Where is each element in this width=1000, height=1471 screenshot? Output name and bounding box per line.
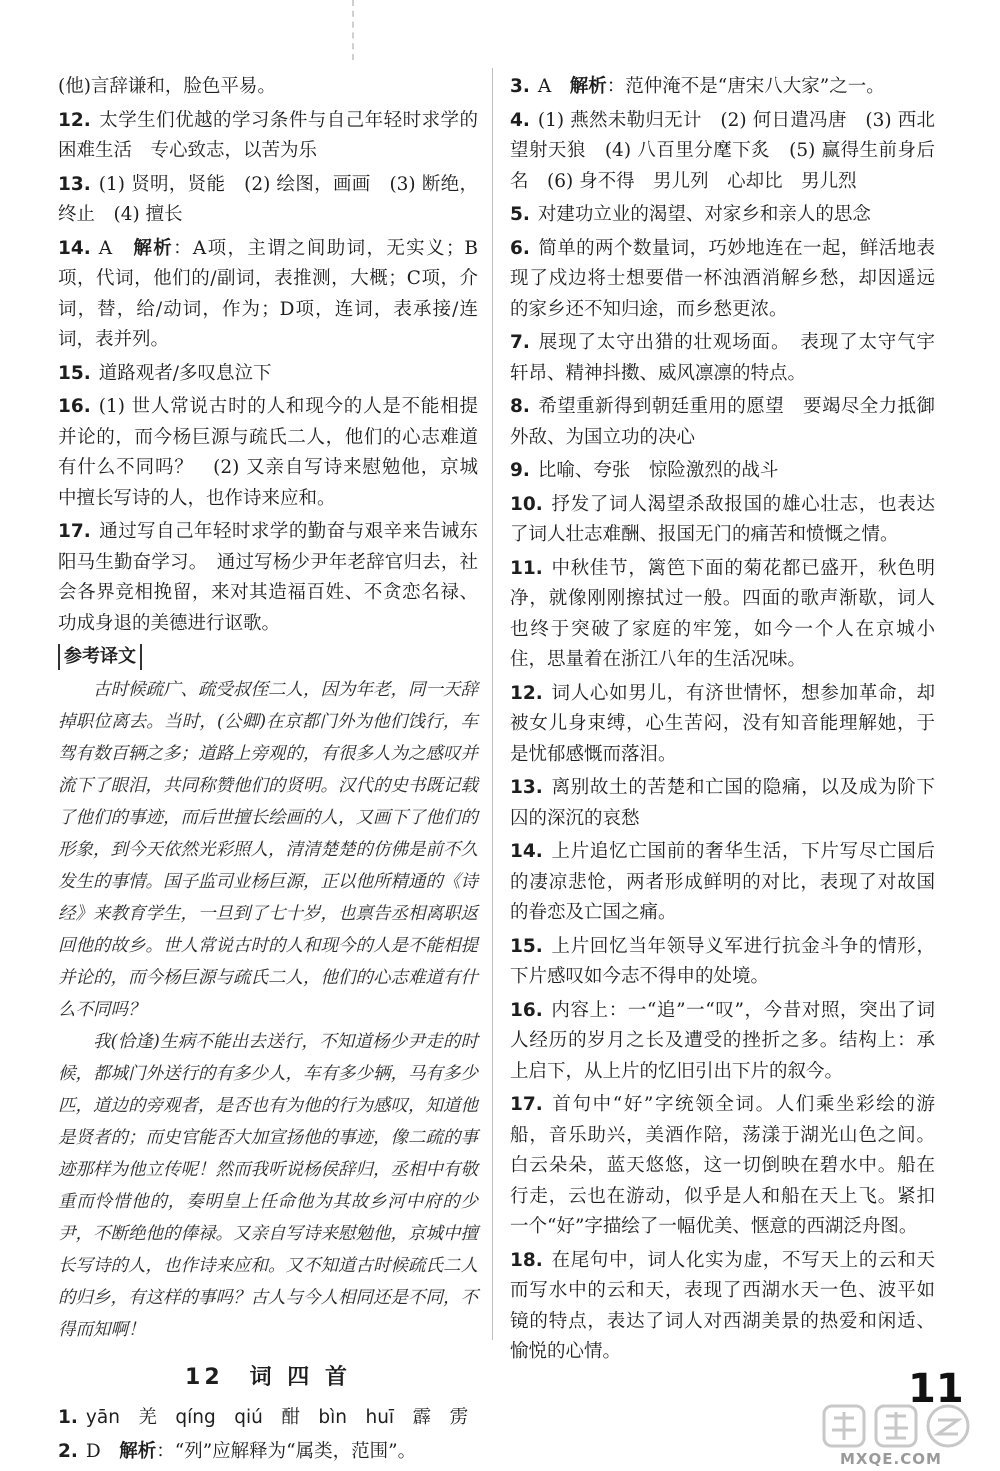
left-column (58, 72, 478, 1470)
watermark-text: MXQE.COM (840, 1450, 942, 1468)
column-divider (492, 68, 493, 1340)
answer-item: 6. 简单的两个数量词，巧妙地连在一起，鲜活地表现了戍边将士想要借一杯浊酒消解乡愁，却因遥远的家乡还不知归途，而乡愁更浓。 (510, 237, 935, 320)
answer-item: 5. 对建功立业的渴望、对家乡和亲人的思念 (510, 204, 871, 225)
page-number: 11 (908, 1366, 964, 1412)
answer-item: 10. 抒发了词人渴望杀敌报国的雄心壮志，也表达了词人壮志难酬、报国无门的痛苦和愤慨之情。 (510, 493, 935, 545)
watermark-logo-icon (820, 1398, 980, 1452)
scan-edge-mark (352, 0, 356, 60)
section-title: 12 词 四 首 (185, 1365, 351, 1390)
answer-item: 12. 太学生们优越的学习条件与自己年轻时求学的困难生活 专心致志，以苦为乐 (58, 109, 478, 161)
right-column (510, 72, 935, 1371)
answer-item: 4. (1) 燕然未勒归无计 (2) 何日遣冯唐 (3) 西北望射天狼 (4) 八百里分麾下炙 (5) 赢得生前身后名 (6) 身不得 男儿列 心却比 男儿烈 (510, 109, 935, 192)
reference-heading: 参考译文 (58, 644, 142, 670)
answer-item: 15. 道路观者/多叹息泣下 (58, 362, 272, 384)
answer-item: 17. 首句中“好”字统领全词。人们乘坐彩绘的游船，音乐助兴，美酒作陪，荡漾于湖光山色之间。白云朵朵，蓝天悠悠，这一切倒映在碧水中。船在行走，云也在游动，似乎是人和船在天上飞。紧扣一个“好”字描绘了一幅优美、惬意的西湖泛舟图。 (510, 1094, 935, 1237)
answer-item: 11. 中秋佳节，篱笆下面的菊花都已盛开，秋色明净，就像刚刚擦拭过一般。四面的歌声渐歇，词人也终于突破了家庭的牢笼，如今一个人在京城小住，思量着在浙江八年的生活况味。 (510, 557, 935, 670)
answer-item: 16. 内容上：一“追”一“叹”，今昔对照，突出了词人经历的岁月之长及遭受的挫折之多。结构上：承上启下，从上片的忆旧引出下片的叙今。 (510, 999, 935, 1082)
answer-item: 18. 在尾句中，词人化实为虚，不写天上的云和天而写水中的云和天，表现了西湖水天一色、波平如镜的特点，表达了词人对西湖美景的热爱和闲适、愉悦的心情。 (510, 1249, 935, 1362)
intro-line: (他)言辞谦和，脸色平易。 (58, 76, 276, 97)
answer-item: 13. (1) 贤明，贤能 (2) 绘图，画画 (3) 断绝，终止 (4) 擅长 (58, 173, 478, 225)
answer-item: 9. 比喻、夸张 惊险激烈的战斗 (510, 460, 779, 481)
answer-item: 8. 希望重新得到朝廷重用的愿望 要竭尽全力抵御外敌、为国立功的决心 (510, 396, 935, 448)
answer-item: 1. yān 羌 qíng qiú 酣 bìn huī 霹 雳 (58, 1407, 469, 1428)
answer-item: 16. (1) 世人常说古时的人和现今的人是不能相提并论的，而今杨巨源与疏氏二人，他们的心志难道有什么不同吗？ (2) 又亲自写诗来慰勉他，京城中擅长写诗的人，也作诗来应和。 (58, 396, 478, 509)
translation-paragraph: 我(恰逢)生病不能出去送行，不知道杨少尹走的时候，都城门外送行的有多少人，车有多少辆，马有多少匹，道边的旁观者，是否也有为他的行为感叹，知道他是贤者的；而史官能否大加宣扬他的事迹，像二疏的事迹那样为他立传呢！然而我听说杨侯辞归，丞相中有敬重而怜惜他的，奏明皇上任命他为其故乡河中府的少尹，不断绝他的俸禄。又亲自写诗来慰勉他，京城中擅长写诗的人，也作诗来应和。又不知道古时候疏氏二人的归乡，有这样的事吗？古人与今人相同还是不同，不得而知啊！ (58, 1032, 478, 1340)
translation-paragraph: 古时候疏广、疏受叔侄二人，因为年老，同一天辞掉职位离去。当时，(公卿)在京都门外为他们饯行，车驾有数百辆之多；道路上旁观的，有很多人为之感叹并流下了眼泪，共同称赞他们的贤明。汉代的史书既记载了他们的事迹，而后世擅长绘画的人，又画下了他们的形象，到今天依然光彩照人，清清楚楚的仿佛是前不久发生的事情。国子监司业杨巨源，正以他所精通的《诗经》来教育学生，一旦到了七十岁，也禀告丞相离职返回他的故乡。世人常说古时的人和现今的人是不能相提并论的，而今杨巨源与疏氏二人，他们的心志难道有什么不同吗？ (58, 680, 478, 1020)
answer-item: 17. 通过写自己年轻时求学的勤奋与艰辛来告诫东阳马生勤奋学习。 通过写杨少尹年老辞官归去，社会各界竞相挽留，来对其造福百姓、不贪恋名禄、功成身退的美德进行讴歌。 (58, 521, 478, 634)
answer-item: 14. 上片追忆亡国前的奢华生活，下片写尽亡国后的凄凉悲怆，两者形成鲜明的对比，表现了对故国的眷恋及亡国之痛。 (510, 841, 935, 923)
answer-item: 15. 上片回忆当年领导义军进行抗金斗争的情形，下片感叹如今志不得申的处境。 (510, 935, 935, 987)
answer-item: 13. 离别故土的苦楚和亡国的隐痛，以及成为阶下囚的深沉的哀愁 (510, 777, 935, 829)
answer-item: 2. D 解析：“列”应解释为“属类，范围”。 (58, 1440, 417, 1462)
answer-item: 3. A 解析：范仲淹不是“唐宋八大家”之一。 (510, 76, 885, 97)
answer-item: 14. A 解析：A项，主谓之间助词，无实义；B项，代词，他们的/副词，表推测，大概；C项，介词，替，给/动词，作为；D项，连词，表承接/连词，表并列。 (58, 237, 478, 350)
answer-item: 12. 词人心如男儿，有济世情怀，想参加革命，却被女儿身束缚，心生苦闷，没有知音能理解她，于是忧郁感慨而落泪。 (510, 682, 935, 765)
answer-item: 7. 展现了太守出猎的壮观场面。 表现了太守气宇轩昂、精神抖擞、威风凛凛的特点。 (510, 332, 935, 384)
